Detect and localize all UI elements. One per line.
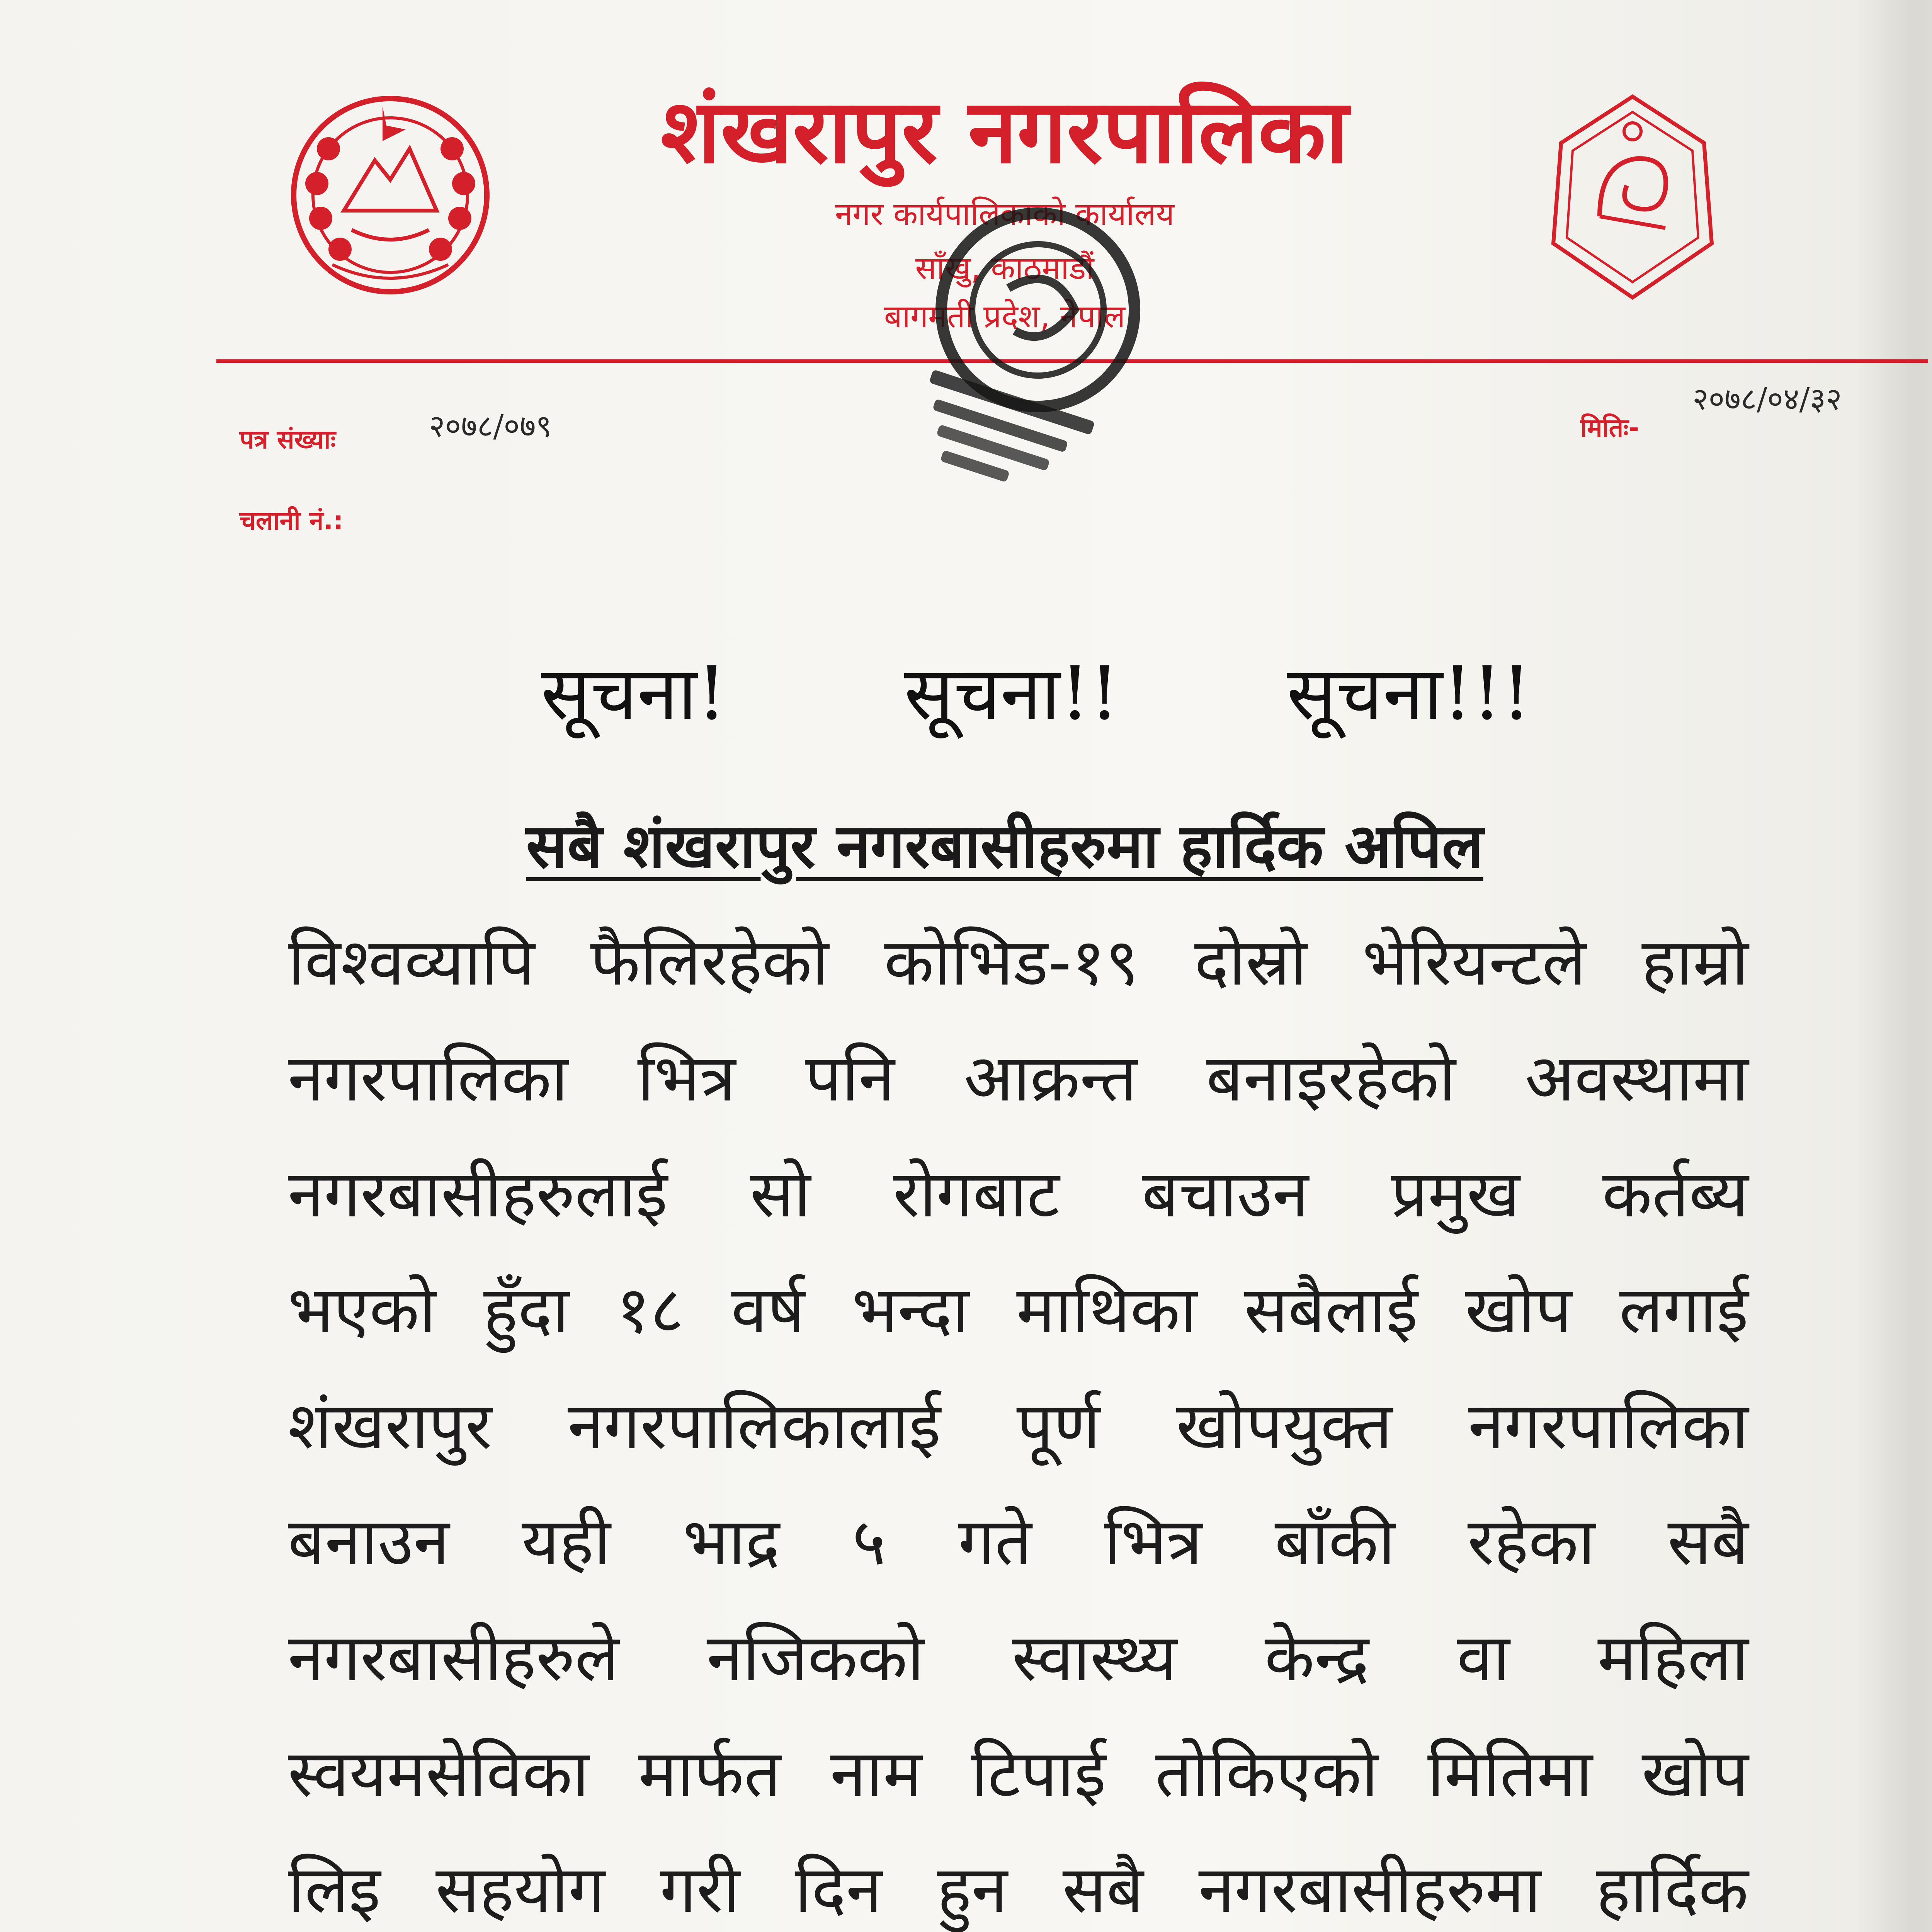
- notice-subject: सबै शंखरापुर नगरबासीहरुमा हार्दिक अपिल: [526, 811, 1483, 882]
- body-line: नगरबासीहरुलाई सो रोगबाट बचाउन प्रमुख कर्तब्य: [288, 1156, 1748, 1232]
- body-line: शंखरापुर नगरपालिकालाई पूर्ण खोपयुक्त नगरपालिका: [288, 1388, 1748, 1464]
- body-line: नगरबासीहरुले नजिकको स्वास्थ्य केन्द्र वा महिला: [288, 1620, 1748, 1696]
- body-line: स्वयमसेविका मार्फत नाम टिपाई तोकिएको मितिमा खोप: [288, 1736, 1748, 1811]
- organization-name: शंखरापुर नगरपालिका: [660, 80, 1349, 183]
- body-line: लिइ सहयोग गरी दिन हुन सबै नगरबासीहरुमा हार्दिक: [288, 1852, 1748, 1927]
- conch-shell-logo: [1542, 89, 1723, 305]
- body-line: नगरपालिका भित्र पनि आक्रन्त बनाइरहेको अवस्थामा: [288, 1040, 1748, 1116]
- dispatch-number-label: चलानी नं.:: [240, 506, 344, 536]
- office-name: नगर कार्यपालिकाको कार्यालय: [835, 196, 1175, 233]
- notice-word-2: सूचना!!: [904, 651, 1119, 736]
- body-line: विश्वव्यापि फैलिरहेको कोभिड-१९ दोस्रो भेरियन्टले हाम्रो: [288, 924, 1748, 1000]
- date-value: २०७८/०४/३२: [1692, 381, 1842, 417]
- letter-number-value: २०७८/०७९: [429, 408, 552, 444]
- notice-word-3: सूचना!!!: [1287, 651, 1531, 736]
- letter-number-label: पत्र संख्याः: [240, 425, 336, 454]
- body-line: भएको हुँदा १८ वर्ष भन्दा माथिका सबैलाई खोप लगाई: [288, 1272, 1748, 1348]
- official-stamp: [842, 178, 1190, 526]
- notice-word-1: सूचना!: [541, 651, 727, 736]
- office-province: बागमती प्रदेश, नेपाल: [884, 298, 1126, 335]
- coat-of-arms-emblem: [282, 83, 498, 299]
- body-line: बनाउन यही भाद्र ५ गते भित्र बाँकी रहेका सबै: [288, 1504, 1748, 1580]
- office-address: साँखु, काठमाडौं: [915, 250, 1094, 287]
- date-label: मितिः-: [1580, 413, 1639, 443]
